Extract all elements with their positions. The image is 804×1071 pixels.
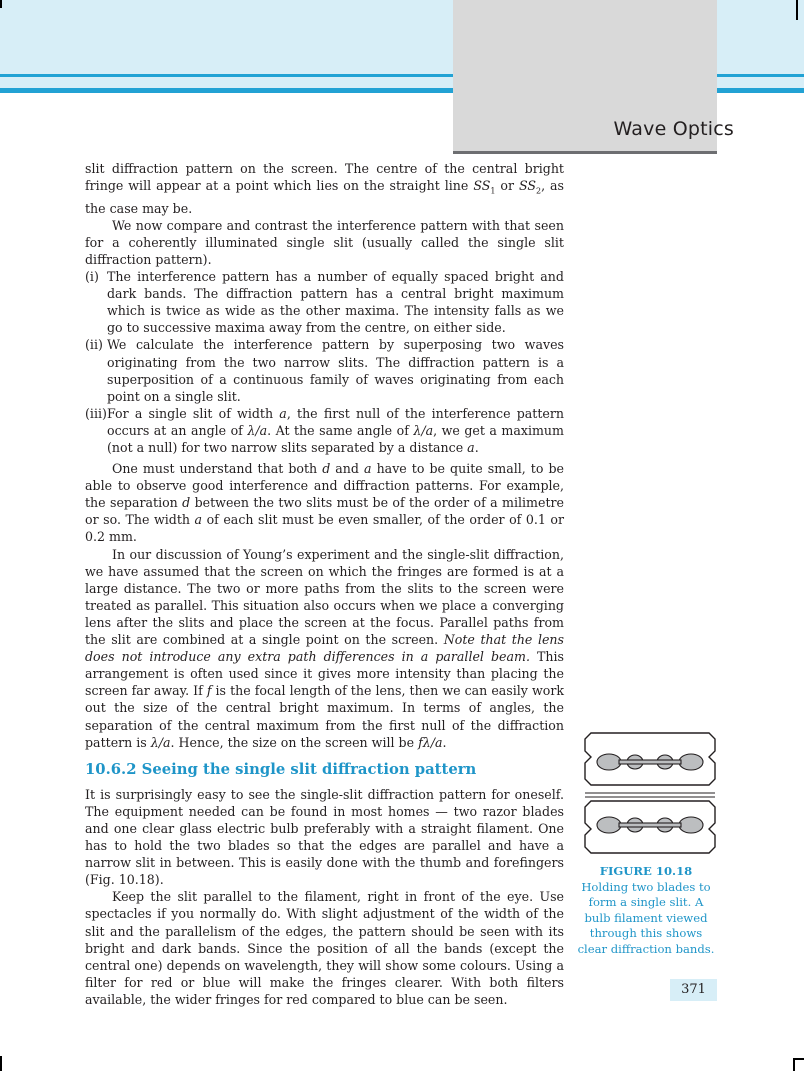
list-item: (i) The interference pattern has a number of equally spaced bright and dark bands. The diffraction pattern has a central bright maximum which is twice as wide as the other maxima. The intensity falls as we go to successive maxima away from the centre, on either side.: [85, 269, 564, 336]
figure-label: FIGURE 10.18: [599, 864, 693, 878]
paragraph-razor-blades: It is surprisingly easy to see the single-slit diffraction pattern for oneself. The equipment needed can be found in most homes — two razor blades and one clear glass electric bulb preferably with a straight filament. One has to hold the two blades so that the edges are parallel and have a narrow slit in between. This is easily done with the thumb and forefingers (Fig. 10.18).: [85, 786, 564, 888]
paragraph-young-discussion: In our discussion of Young’s experiment and the single-slit diffraction, we have assumed that the screen on which the fringes are formed is at a large distance. The two or more paths from the slits to the screen were treated as parallel. This situation also occurs when we place a converging lens after the slits and place the screen at the focus. Parallel paths from the slit are combined at a single point on the screen. Note that the lens does not introduce any extra path differences in a parallel beam. This arrangement is often used since it gives more intensity than placing the screen far away. If f is the focal length of the lens, then we can easily work out the size of the central bright maximum. In terms of angles, the separation of the central maximum from the first null of the diffraction pattern is λ/a. Hence, the size on the screen will be fλ/a.: [85, 546, 565, 750]
main-text-column: [85, 160, 564, 1008]
section-heading: 10.6.2 Seeing the single slit diffraction pattern: [85, 760, 477, 778]
razor-blades-illustration: [583, 731, 717, 855]
crop-mark-bottom-right-h: [793, 1058, 804, 1060]
paragraph-compare: We now compare and contrast the interference pattern with that seen for a coherently illuminated single slit (usually called the single slit diffraction pattern).: [85, 217, 564, 267]
chapter-title: Wave Optics: [613, 118, 734, 140]
comparison-list: [85, 268, 564, 456]
list-item: (ii) We calculate the interference pattern by superposing two waves originating from the two narrow slits. The diffraction pattern is a superposition of a continuous family of waves originating from each point on a single slit.: [85, 337, 564, 404]
page-number: 371: [670, 979, 717, 1001]
figure-caption-text: Holding two blades to form a single slit. A bulb filament viewed through this shows clear diffraction bands.: [577, 879, 715, 956]
paragraph-small-slits: One must understand that both d and a have to be quite small, to be able to observe good interference and diffraction patterns. For example, the separation d between the two slits must be of the order of a milimetre or so. The width a of each slit must be even smaller, of the order of 0.1 or 0.2 mm.: [85, 461, 565, 545]
crop-mark-top-right: [796, 0, 798, 20]
list-item: (iii) For a single slit of width a, the first null of the interference pattern occurs at an angle of λ/a. At the same angle of λ/a, we get a maximum (not a null) for two narrow slits separated by a distance a.: [85, 405, 564, 456]
crop-mark-bottom-left: [0, 1056, 2, 1071]
paragraph-continuation: slit diffraction pattern on the screen. The centre of the central bright fringe will appear at a point which lies on the straight line $SS_1$ or $SS_2$, as the case may be.: [85, 161, 564, 216]
razor-blades-figure: [583, 731, 717, 855]
figure-caption: [574, 864, 718, 958]
paragraph-filament: Keep the slit parallel to the filament, right in front of the eye. Use spectacles if you normally do. With slight adjustment of the width of the slit and the parallelism of the edges, the pattern should be seen with its bright and dark bands. Since the position of all the bands (except the central one) depends on wavelength, they will show some colours. Using a filter for red or blue will make the fringes clearer. With both filters available, the wider fringes for red compared to blue can be seen.: [85, 889, 564, 1007]
crop-mark-top-left: [0, 0, 2, 8]
